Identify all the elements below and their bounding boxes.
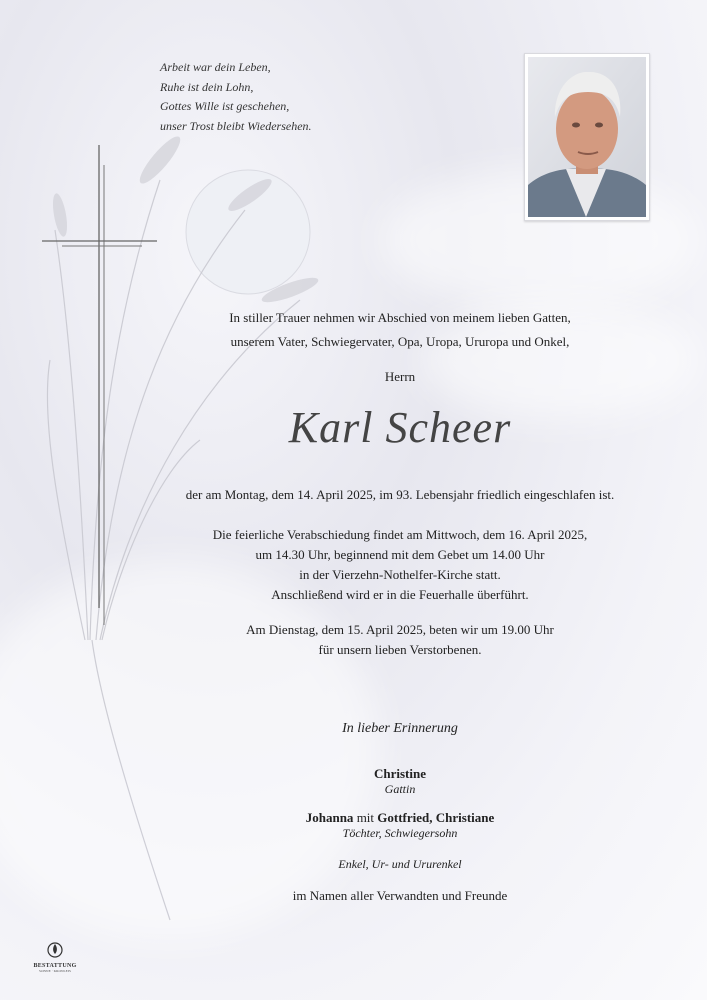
mourner-line	[140, 810, 660, 826]
candle-flame-icon	[45, 940, 65, 958]
ceremony-line: Die feierliche Verabschiedung findet am Mittwoch, dem 16. April 2025,	[212, 527, 588, 542]
logo-subtext: SONNE · KRONLEIS	[39, 969, 71, 973]
intro-text	[140, 308, 660, 387]
ceremony-text	[140, 525, 660, 605]
mourners-list	[140, 766, 660, 906]
portrait-image	[528, 57, 646, 217]
poem-line: Arbeit war dein Leben,	[160, 60, 271, 74]
prayer-line: für unsern lieben Verstorbenen.	[318, 642, 482, 657]
prayer-text	[140, 620, 660, 660]
logo-text: BESTATTUNG	[33, 963, 77, 969]
mourner-name: Gottfried, Christiane	[377, 810, 495, 825]
poem-line: Gottes Wille ist geschehen,	[160, 99, 290, 113]
closing-line: im Namen aller Verwandten und Freunde	[292, 888, 508, 903]
mourner-role: Töchter, Schwiegersohn	[342, 826, 458, 840]
intro-line: In stiller Trauer nehmen wir Abschied von meinem lieben Gatten,	[229, 310, 571, 325]
poem	[160, 58, 312, 136]
ceremony-line: um 14.30 Uhr, beginnend mit dem Gebet um 14.00 Uhr	[255, 547, 545, 562]
mourner-role: Gattin	[384, 782, 416, 796]
ceremony-line: Anschließend wird er in die Feuerhalle überführt.	[271, 587, 529, 602]
grandchildren: Enkel, Ur- und Ururenkel	[338, 857, 462, 871]
funeral-home-logo	[30, 940, 80, 973]
intro-line: unserem Vater, Schwiegervater, Opa, Uropa, Ururopa und Onkel,	[230, 334, 570, 349]
poem-line: Ruhe ist dein Lohn,	[160, 79, 254, 94]
mourner-name: Christine	[374, 766, 426, 781]
mourner-connector: mit	[356, 810, 375, 825]
ceremony-line: in der Vierzehn-Nothelfer-Kirche statt.	[299, 567, 501, 582]
portrait-photo	[524, 53, 650, 221]
mourner-name: Johanna	[305, 810, 354, 825]
memory-heading: In lieber Erinnerung	[342, 721, 458, 736]
prayer-line: Am Dienstag, dem 15. April 2025, beten wir um 19.00 Uhr	[246, 622, 554, 637]
poem-line: unser Trost bleibt Wiedersehen.	[160, 118, 312, 133]
deceased-name: Karl Scheer	[288, 403, 512, 452]
death-notice: der am Montag, dem 14. April 2025, im 93. Lebensjahr friedlich eingeschlafen ist.	[185, 487, 615, 502]
salutation: Herrn	[384, 369, 416, 384]
